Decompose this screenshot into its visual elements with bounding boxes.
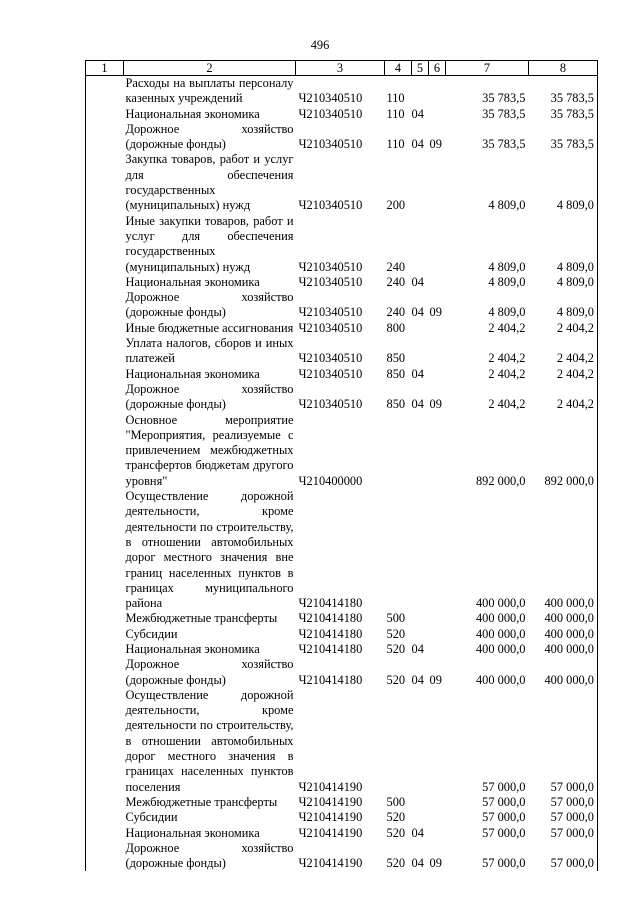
amount-col7-cell: 4 809,0 (488, 198, 526, 213)
amount-col8-cell: 400 000,0 (529, 627, 598, 642)
row-number-cell (86, 657, 124, 688)
target-code-cell: Ч210340510 (298, 351, 363, 366)
table-body (86, 76, 598, 872)
expense-type-cell: 520 (386, 672, 406, 687)
table-row (86, 214, 598, 275)
column-header: 3 (296, 61, 385, 76)
expense-type-cell: 500 (386, 611, 406, 626)
amount-col8-cell: 2 404,2 (529, 367, 598, 382)
amount-col8-cell: 4 809,0 (529, 214, 598, 275)
target-code-cell: Ч210340510 (298, 137, 363, 152)
expense-type-cell: 520 (386, 641, 406, 656)
row-name-cell: Национальная экономика (125, 366, 260, 381)
amount-col7-cell: 57 000,0 (482, 794, 526, 809)
target-code-cell: Ч210340510 (298, 198, 363, 213)
table-row (86, 642, 598, 657)
section-cell: 04 (411, 641, 424, 656)
subsection-cell (429, 214, 446, 275)
target-code-cell: Ч210414180 (298, 611, 363, 626)
expense-type-cell: 240 (386, 259, 406, 274)
target-code-cell: Ч210340510 (298, 274, 363, 289)
column-header: 1 (86, 61, 124, 76)
amount-col8-cell: 57 000,0 (529, 826, 598, 841)
row-number-cell (86, 489, 124, 611)
row-name-cell: Иные закупки товаров, работ и услуг для обеспечения государственных (муниципальных) нужд (125, 213, 294, 274)
amount-col8-cell: 35 783,5 (529, 76, 598, 107)
subsection-cell (429, 826, 446, 841)
column-header: 4 (385, 61, 412, 76)
row-name-cell: Дорожное хозяйство (дорожные фонды) (125, 290, 294, 320)
section-cell (412, 76, 429, 107)
table-row (86, 810, 598, 825)
section-cell (412, 152, 429, 213)
row-number-cell (86, 795, 124, 810)
target-code-cell: Ч210414190 (298, 779, 363, 794)
target-code-cell: Ч210414190 (298, 794, 363, 809)
subsection-cell: 09 (429, 137, 442, 152)
table-row (86, 275, 598, 290)
column-header: 8 (529, 61, 598, 76)
row-name-cell: Осуществление дорожной деятельности, кроме деятельности по строительству, в отношении автомобильных дорог местного значения вне границ населенных пунктов в границах муниципального района (125, 489, 294, 611)
section-cell (412, 688, 429, 795)
subsection-cell (429, 413, 446, 489)
row-number-cell (86, 611, 124, 626)
section-cell: 04 (411, 366, 424, 381)
row-number-cell (86, 107, 124, 122)
budget-table (85, 60, 598, 871)
row-number-cell (86, 76, 124, 107)
target-code-cell: Ч210414190 (298, 825, 363, 840)
row-number-cell (86, 413, 124, 489)
table-row (86, 489, 598, 611)
section-cell (412, 321, 429, 336)
section-cell: 04 (411, 137, 424, 152)
expense-type-cell: 110 (386, 137, 405, 152)
expense-type-cell: 520 (386, 626, 406, 641)
section-cell (412, 611, 429, 626)
amount-col7-cell: 35 783,5 (482, 137, 526, 152)
table-row (86, 627, 598, 642)
subsection-cell: 09 (429, 672, 442, 687)
subsection-cell (429, 107, 446, 122)
row-name-cell: Уплата налогов, сборов и иных платежей (125, 336, 294, 366)
row-name-cell: Межбюджетные трансферты (125, 611, 278, 626)
amount-col8-cell: 4 809,0 (529, 152, 598, 213)
expense-type-cell: 500 (386, 794, 406, 809)
target-code-cell: Ч210340510 (298, 305, 363, 320)
subsection-cell (429, 795, 446, 810)
amount-col7-cell: 57 000,0 (482, 779, 526, 794)
row-number-cell (86, 367, 124, 382)
section-cell: 04 (411, 106, 424, 121)
target-code-cell: Ч210414180 (298, 672, 363, 687)
row-name-cell: Дорожное хозяйство (дорожные фонды) (125, 657, 294, 687)
expense-type-cell: 110 (386, 91, 405, 106)
expense-type-cell (385, 489, 412, 611)
subsection-cell (429, 321, 446, 336)
section-cell: 04 (411, 305, 424, 320)
table-row (86, 841, 598, 872)
column-header: 5 (412, 61, 429, 76)
section-cell (412, 214, 429, 275)
subsection-cell (429, 810, 446, 825)
target-code-cell: Ч210340510 (298, 366, 363, 381)
expense-type-cell: 520 (386, 856, 406, 871)
amount-col7-cell: 57 000,0 (482, 825, 526, 840)
amount-col8-cell: 2 404,2 (529, 321, 598, 336)
expense-type-cell: 200 (386, 198, 406, 213)
row-number-cell (86, 122, 124, 153)
row-number-cell (86, 275, 124, 290)
amount-col7-cell: 2 404,2 (488, 366, 526, 381)
target-code-cell: Ч210414190 (298, 810, 363, 825)
target-code-cell: Ч210340510 (298, 259, 363, 274)
amount-col7-cell: 400 000,0 (475, 672, 526, 687)
expense-type-cell: 850 (386, 397, 406, 412)
amount-col7-cell: 4 809,0 (488, 305, 526, 320)
row-name-cell: Иные бюджетные ассигнования (125, 320, 294, 335)
subsection-cell: 09 (429, 305, 442, 320)
row-number-cell (86, 810, 124, 825)
row-name-cell: Национальная экономика (125, 825, 260, 840)
amount-col7-cell: 35 783,5 (482, 91, 526, 106)
expense-type-cell (385, 688, 412, 795)
row-number-cell (86, 688, 124, 795)
expense-type-cell: 850 (386, 366, 406, 381)
section-cell: 04 (411, 397, 424, 412)
table-row (86, 321, 598, 336)
row-number-cell (86, 627, 124, 642)
subsection-cell (429, 489, 446, 611)
table-row (86, 107, 598, 122)
target-code-cell: Ч210340510 (298, 397, 363, 412)
amount-col7-cell: 400 000,0 (475, 611, 526, 626)
target-code-cell: Ч210414180 (298, 641, 363, 656)
amount-col8-cell: 4 809,0 (529, 275, 598, 290)
amount-col7-cell: 4 809,0 (488, 274, 526, 289)
table-row (86, 413, 598, 489)
section-cell (412, 489, 429, 611)
column-header: 7 (446, 61, 529, 76)
section-cell (412, 627, 429, 642)
subsection-cell: 09 (429, 397, 442, 412)
subsection-cell (429, 688, 446, 795)
column-header: 6 (429, 61, 446, 76)
subsection-cell (429, 367, 446, 382)
amount-col7-cell: 57 000,0 (482, 810, 526, 825)
amount-col7-cell: 892 000,0 (475, 473, 526, 488)
amount-col8-cell: 400 000,0 (529, 642, 598, 657)
page-number: 496 (310, 38, 330, 52)
expense-type-cell (385, 413, 412, 489)
amount-col8-cell: 35 783,5 (529, 107, 598, 122)
subsection-cell (429, 336, 446, 367)
amount-col7-cell: 35 783,5 (482, 106, 526, 121)
amount-col8-cell: 400 000,0 (529, 611, 598, 626)
row-number-cell (86, 841, 124, 872)
subsection-cell (429, 76, 446, 107)
table-row (86, 795, 598, 810)
target-code-cell: Ч210340510 (298, 106, 363, 121)
table-row (86, 611, 598, 626)
amount-col8-cell: 400 000,0 (529, 489, 598, 611)
amount-col7-cell: 400 000,0 (475, 626, 526, 641)
amount-col7-cell: 2 404,2 (488, 397, 526, 412)
table-row (86, 76, 598, 107)
amount-col8-cell: 57 000,0 (529, 795, 598, 810)
section-cell (412, 336, 429, 367)
amount-col8-cell: 57 000,0 (529, 841, 598, 872)
amount-col8-cell: 2 404,2 (529, 382, 598, 413)
column-header-row (86, 61, 598, 76)
section-cell: 04 (411, 274, 424, 289)
expense-type-cell: 520 (386, 810, 406, 825)
target-code-cell: Ч210400000 (298, 473, 363, 488)
section-cell (412, 413, 429, 489)
expense-type-cell: 240 (386, 305, 406, 320)
row-name-cell: Субсидии (125, 810, 178, 825)
row-name-cell: Расходы на выплаты персоналу казенных учреждений (125, 76, 294, 106)
row-number-cell (86, 826, 124, 841)
row-number-cell (86, 321, 124, 336)
amount-col8-cell: 57 000,0 (529, 810, 598, 825)
row-number-cell (86, 290, 124, 321)
expense-type-cell: 240 (386, 274, 406, 289)
amount-col7-cell: 400 000,0 (475, 596, 526, 611)
amount-col8-cell: 400 000,0 (529, 657, 598, 688)
row-name-cell: Межбюджетные трансферты (125, 794, 278, 809)
target-code-cell: Ч210414180 (298, 626, 363, 641)
table-row (86, 657, 598, 688)
subsection-cell (429, 152, 446, 213)
expense-type-cell: 110 (386, 106, 405, 121)
subsection-cell (429, 611, 446, 626)
section-cell: 04 (411, 825, 424, 840)
section-cell (412, 810, 429, 825)
table-row (86, 152, 598, 213)
amount-col8-cell: 892 000,0 (529, 413, 598, 489)
expense-type-cell: 800 (386, 320, 406, 335)
table-row (86, 382, 598, 413)
expense-type-cell: 520 (386, 825, 406, 840)
row-name-cell: Осуществление дорожной деятельности, кроме деятельности по строительству, в отношении автомобильных дорог местного значения в границах населенных пунктов поселения (125, 687, 294, 794)
target-code-cell: Ч210414180 (298, 596, 363, 611)
target-code-cell: Ч210340510 (298, 91, 363, 106)
row-number-cell (86, 336, 124, 367)
row-name-cell: Национальная экономика (125, 274, 260, 289)
subsection-cell (429, 275, 446, 290)
row-name-cell: Субсидии (125, 626, 178, 641)
amount-col7-cell: 400 000,0 (475, 641, 526, 656)
row-number-cell (86, 214, 124, 275)
section-cell: 04 (411, 856, 424, 871)
table-row (86, 688, 598, 795)
table-row (86, 336, 598, 367)
table-row (86, 122, 598, 153)
target-code-cell: Ч210414190 (298, 856, 363, 871)
subsection-cell: 09 (429, 856, 442, 871)
row-name-cell: Дорожное хозяйство (дорожные фонды) (125, 121, 294, 152)
row-number-cell (86, 152, 124, 213)
row-name-cell: Национальная экономика (125, 641, 260, 656)
row-number-cell (86, 382, 124, 413)
row-name-cell: Национальная экономика (125, 106, 260, 121)
amount-col7-cell: 4 809,0 (488, 259, 526, 274)
amount-col8-cell: 35 783,5 (529, 122, 598, 153)
section-cell: 04 (411, 672, 424, 687)
row-name-cell: Дорожное хозяйство (дорожные фонды) (125, 840, 294, 871)
subsection-cell (429, 642, 446, 657)
amount-col8-cell: 2 404,2 (529, 336, 598, 367)
amount-col7-cell: 2 404,2 (488, 351, 526, 366)
target-code-cell: Ч210340510 (298, 320, 363, 335)
table-row (86, 367, 598, 382)
amount-col8-cell: 57 000,0 (529, 688, 598, 795)
amount-col7-cell: 2 404,2 (488, 320, 526, 335)
table-row (86, 826, 598, 841)
expense-type-cell: 850 (386, 351, 406, 366)
column-header: 2 (124, 61, 296, 76)
section-cell (412, 795, 429, 810)
row-name-cell: Дорожное хозяйство (дорожные фонды) (125, 381, 294, 412)
row-name-cell: Основное мероприятие "Мероприятия, реализуемые с привлечением межбюджетных трансфертов бюджетам другого уровня" (125, 412, 294, 488)
amount-col8-cell: 4 809,0 (529, 290, 598, 321)
table-row (86, 290, 598, 321)
subsection-cell (429, 627, 446, 642)
row-name-cell: Закупка товаров, работ и услуг для обеспечения государственных (муниципальных) нужд (125, 152, 294, 213)
amount-col7-cell: 57 000,0 (482, 856, 526, 871)
row-number-cell (86, 642, 124, 657)
